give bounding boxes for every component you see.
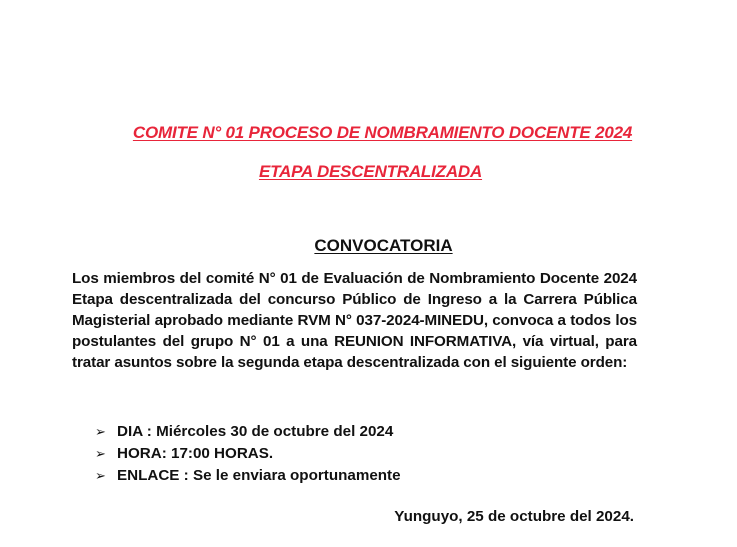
convocatoria-title: CONVOCATORIA bbox=[314, 236, 453, 255]
arrow-bullet-icon: ➢ bbox=[95, 424, 106, 439]
arrow-bullet-icon: ➢ bbox=[95, 468, 106, 483]
agenda-item-text: DIA : Miércoles 30 de octubre del 2024 bbox=[117, 423, 394, 440]
announcement-body: Los miembros del comité N° 01 de Evaluación de Nombramiento Docente 2024 Etapa descentralizada del concurso Público de Ingreso a la Carrera Pública Magisterial aprobado mediante RVM N° 037-2024-MINEDU, convoca a todos los postulantes del grupo N° 01 a una REUNION INFORMATIVA, vía virtual, para tratar asuntos sobre la segunda etapa descentralizada con el siguiente orden: bbox=[72, 270, 637, 371]
agenda-item-text: HORA: 17:00 HORAS. bbox=[117, 445, 274, 462]
place-date-line: Yunguyo, 25 de octubre del 2024. bbox=[394, 508, 634, 525]
agenda-item-time bbox=[95, 443, 401, 465]
arrow-bullet-icon: ➢ bbox=[95, 446, 106, 461]
committee-heading: COMITE N° 01 PROCESO DE NOMBRAMIENTO DOCENTE 2024 bbox=[132, 123, 633, 142]
agenda-item-text: ENLACE : Se le enviara oportunamente bbox=[117, 467, 401, 484]
agenda-list bbox=[95, 421, 401, 487]
agenda-item-day bbox=[95, 421, 401, 443]
agenda-item-link bbox=[95, 465, 401, 487]
stage-heading: ETAPA DESCENTRALIZADA bbox=[258, 162, 483, 181]
